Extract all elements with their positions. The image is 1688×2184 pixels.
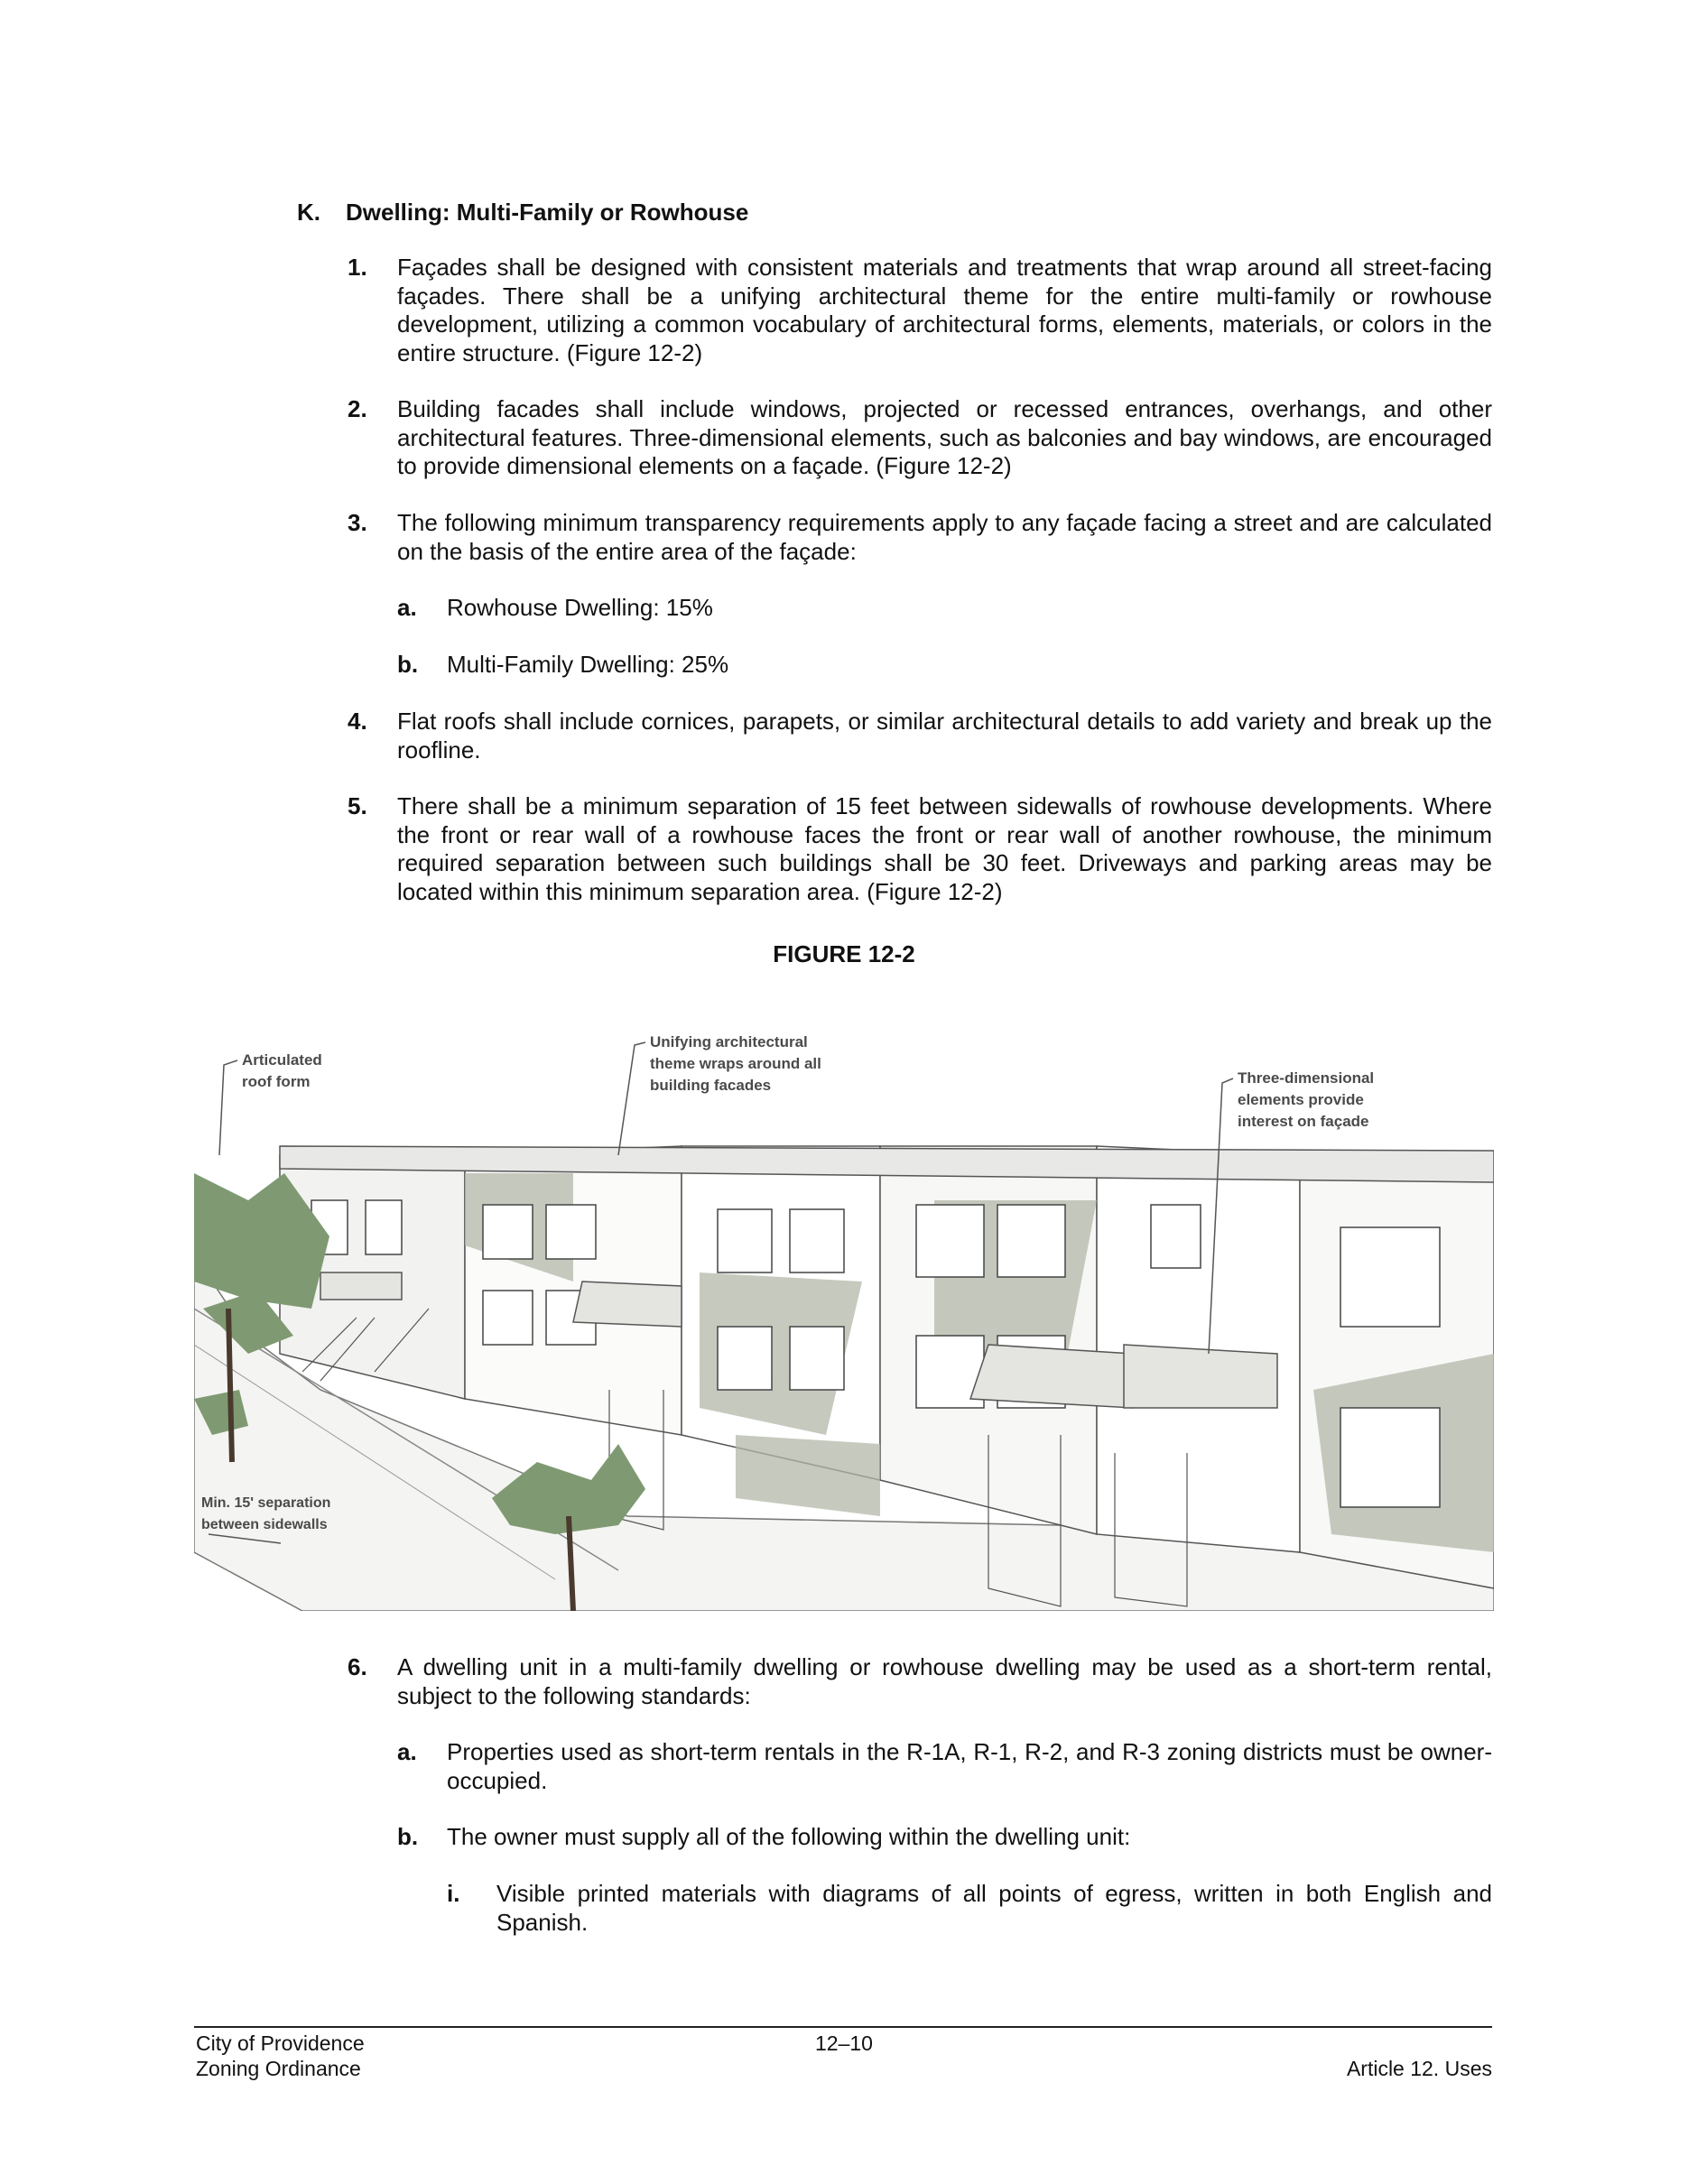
item-text: Visible printed materials with diagrams of all points of egress, written in both English and Spanish. <box>496 1880 1492 1936</box>
list-item-2 <box>348 395 1492 481</box>
annotation-theme-line2: theme wraps around all <box>650 1055 821 1072</box>
annotation-theme-line3: building facades <box>650 1077 772 1094</box>
item-number: b. <box>397 651 419 678</box>
section-letter: K. <box>297 199 320 226</box>
item-number: 4. <box>348 708 367 735</box>
list-subitem-6bi <box>447 1880 1492 1937</box>
annotation-roof-line1: Articulated <box>242 1051 322 1069</box>
item-text: A dwelling unit in a multi-family dwelling or rowhouse dwelling may be used as a short-term rental, subject to the following standards: <box>397 1653 1492 1709</box>
figure-title: FIGURE 12-2 <box>773 940 915 967</box>
figure-illustration <box>194 1011 1494 1611</box>
item-number: 3. <box>348 509 367 536</box>
list-subitem-6b <box>397 1823 1492 1852</box>
item-text: Multi-Family Dwelling: 25% <box>447 651 729 678</box>
annotation-sep-line1: Min. 15' separation <box>201 1495 331 1511</box>
item-number: 5. <box>348 792 367 819</box>
annotation-3d-line2: elements provide <box>1238 1091 1364 1108</box>
list-item-4 <box>348 708 1492 764</box>
annotation-roof-line2: roof form <box>242 1073 311 1090</box>
footer-city: City of Providence <box>196 2031 365 2055</box>
annotation-3d-line3: interest on façade <box>1238 1113 1369 1130</box>
item-number: a. <box>397 594 417 621</box>
item-text: There shall be a minimum separation of 15 feet between sidewalls of rowhouse developments. Where the front or rear wall of a rowhouse faces the front or rear wall of another rowhouse, the minimum required separation between such buildings shall be 30 feet. Driveways and parking areas may be located within this minimum separation area. (Figure 12-2) <box>397 792 1492 905</box>
section-title: Dwelling: Multi-Family or Rowhouse <box>346 199 749 226</box>
item-text: Flat roofs shall include cornices, parapets, or similar architectural details to add variety and break up the roofline. <box>397 708 1492 763</box>
item-text: The owner must supply all of the following within the dwelling unit: <box>447 1823 1131 1850</box>
item-text: Building facades shall include windows, projected or recessed entrances, overhangs, and other architectural features. Three-dimensional elements, such as balconies and bay windows, are encouraged to provide dimensional elements on a façade. (Figure 12-2) <box>397 395 1492 479</box>
footer-page-number <box>0 2031 1688 2056</box>
footer-page: 12–10 <box>815 2031 873 2055</box>
item-text: Façades shall be designed with consistent materials and treatments that wrap around all street-facing façades. There shall be a unifying architectural theme for the entire multi-family or rowhouse development, utilizing a common vocabulary of architectural forms, elements, materials, or colors in the entire structure. (Figure 12-2) <box>397 254 1492 366</box>
footer-article: Article 12. Uses <box>1346 2057 1492 2080</box>
annotation-theme-line1: Unifying architectural <box>650 1033 808 1050</box>
item-number: 6. <box>348 1653 367 1680</box>
item-number: a. <box>397 1738 417 1765</box>
rowhouse-illustration <box>194 1011 1494 1611</box>
item-text: Properties used as short-term rentals in the R-1A, R-1, R-2, and R-3 zoning districts must be owner-occupied. <box>447 1738 1492 1794</box>
footer-rule <box>194 2026 1492 2028</box>
annotation-sep-line2: between sidewalls <box>201 1517 328 1532</box>
item-text: Rowhouse Dwelling: 15% <box>447 594 713 621</box>
item-number: i. <box>447 1880 460 1907</box>
list-item-6 <box>348 1653 1492 1710</box>
list-subitem-6a <box>397 1738 1492 1795</box>
footer-right <box>1347 2056 1492 2081</box>
list-item-5 <box>348 792 1492 906</box>
item-number: 1. <box>348 254 367 281</box>
footer-ordinance: Zoning Ordinance <box>196 2057 361 2080</box>
item-number: b. <box>397 1823 419 1850</box>
list-subitem-3b <box>397 651 1492 680</box>
item-number: 2. <box>348 395 367 422</box>
list-subitem-3a <box>397 594 1492 623</box>
list-item-3 <box>348 509 1492 566</box>
item-text: The following minimum transparency requirements apply to any façade facing a street and are calculated on the basis of the entire area of the façade: <box>397 509 1492 565</box>
section-heading <box>297 199 748 227</box>
list-item-1 <box>348 254 1492 367</box>
annotation-3d-line1: Three-dimensional <box>1238 1069 1375 1087</box>
